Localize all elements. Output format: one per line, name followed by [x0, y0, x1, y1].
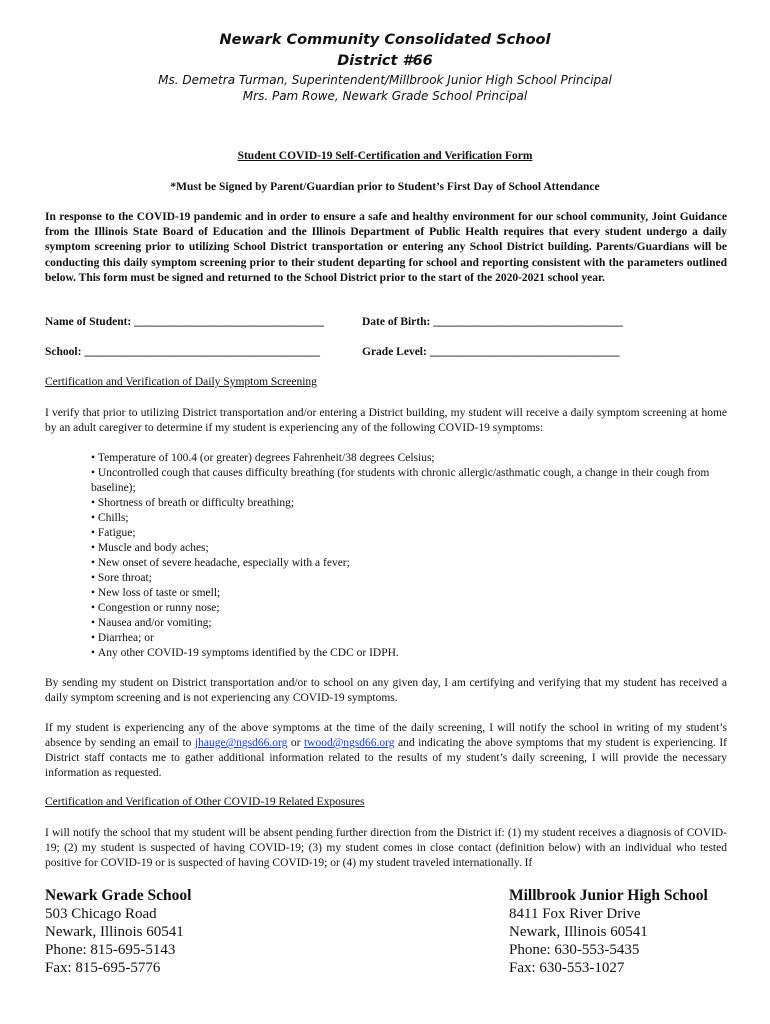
notification-text-b: and indicating the above symptoms that my student is experiencing. If District staff contacts me to gather additional information related to the results of my student’s daily screening, I will provide the necessary information as requested.	[45, 737, 727, 779]
school-name: Newark Grade School	[45, 887, 192, 904]
symptom-item: • New loss of taste or smell;	[91, 586, 727, 601]
notification-text-or: or	[287, 737, 304, 749]
notification-text-a: If my student is experiencing any of the above symptoms at the time of the daily screening, I will notify the school in writing of my student’s absence by sending an email to	[45, 722, 727, 749]
symptom-item: • New onset of severe headache, especially with a fever;	[91, 556, 727, 571]
phone-number: Phone: 815-695-5143	[45, 942, 176, 958]
student-name-field[interactable]: Name of Student: _________________________________	[45, 316, 324, 328]
other-exposures-paragraph: I will notify the school that my student will be absent pending further direction from the District if: (1) my student receives a diagnosis of COVID-19; (2) my student is suspected of having COVID-19; (3) my student comes in close contact (definition below) with an individual who tested positive for COVID-19 or is suspected of having COVID-19; or (4) my student traveled internationally. If	[45, 827, 727, 869]
certification-paragraph: By sending my student on District transportation and/or to school on any given day, I am certifying and verifying that my student has received a daily symptom screening and is not experiencing any COVID-19 symptoms.	[45, 677, 727, 704]
intro-paragraph: In response to the COVID-19 pandemic and in order to ensure a safe and healthy environment for our school community, Joint Guidance from the Illinois State Board of Education and the Illinois Department of Public Health requires that every student undergo a daily symptom screening prior to utilizing School District transportation or entering any School District building. Parents/Guardians will be conducting this daily symptom screening prior to their student departing for school and reporting consistent with the parameters outlined below. This form must be signed and returned to the School District prior to the start of the 2020-2021 school year.	[45, 211, 727, 284]
symptom-item: • Shortness of breath or difficulty breathing;	[91, 496, 727, 511]
school-field[interactable]: School: _________________________________________	[45, 346, 321, 358]
symptom-list	[91, 451, 727, 661]
city-address: Newark, Illinois 60541	[509, 924, 648, 940]
date-of-birth-field[interactable]: Date of Birth: _________________________________	[362, 316, 623, 328]
signature-requirement: *Must be Signed by Parent/Guardian prior to Student’s First Day of School Attendance	[170, 181, 600, 193]
newark-grade-school-contact	[45, 887, 191, 977]
symptom-item: • Temperature of 100.4 (or greater) degrees Fahrenheit/38 degrees Celsius;	[91, 451, 727, 466]
symptom-item: • Nausea and/or vomiting;	[91, 616, 727, 631]
symptom-item: • Chills;	[91, 511, 727, 526]
other-exposures-heading: Certification and Verification of Other COVID-19 Related Exposures	[45, 796, 365, 808]
street-address: 503 Chicago Road	[45, 906, 157, 922]
form-title: Student COVID-19 Self-Certification and Verification Form	[237, 150, 533, 162]
symptom-item: • Any other COVID-19 symptoms identified by the CDC or IDPH.	[91, 646, 727, 661]
email-link-twood[interactable]: twood@ngsd66.org	[303, 737, 395, 749]
school-name: Millbrook Junior High School	[509, 887, 708, 904]
millbrook-junior-high-contact	[509, 887, 708, 977]
street-address: 8411 Fox River Drive	[509, 906, 641, 922]
email-link-jhauge[interactable]: jhauge@ngsd66.org	[194, 737, 288, 749]
symptom-item: • Congestion or runny nose;	[91, 601, 727, 616]
symptom-item: • Fatigue;	[91, 526, 727, 541]
fax-number: Fax: 630-553-1027	[509, 960, 625, 976]
district-title-line1: Newark Community Consolidated School	[219, 32, 551, 48]
grade-level-field[interactable]: Grade Level: _________________________________	[362, 346, 620, 358]
phone-number: Phone: 630-553-5435	[509, 942, 640, 958]
footer	[0, 887, 770, 1024]
district-title-line2: District #66	[337, 53, 433, 69]
superintendent-line: Ms. Demetra Turman, Superintendent/Millbrook Junior High School Principal	[158, 73, 612, 87]
principal-line: Mrs. Pam Rowe, Newark Grade School Principal	[242, 89, 528, 103]
symptom-item: • Muscle and body aches;	[91, 541, 727, 556]
fax-number: Fax: 815-695-5776	[45, 960, 161, 976]
symptom-item: • Uncontrolled cough that causes difficulty breathing (for students with chronic allergic/asthmatic cough, a change in their cough from baseline);	[91, 466, 727, 496]
symptom-item: • Diarrhea; or	[91, 631, 727, 646]
notification-paragraph	[45, 721, 727, 781]
city-address: Newark, Illinois 60541	[45, 924, 184, 940]
daily-screening-heading: Certification and Verification of Daily Symptom Screening	[45, 376, 317, 388]
symptom-item: • Sore throat;	[91, 571, 727, 586]
daily-screening-paragraph: I verify that prior to utilizing District transportation and/or entering a District building, my student will receive a daily symptom screening at home by an adult caregiver to determine if my student is experiencing any of the following COVID-19 symptoms:	[45, 407, 727, 434]
